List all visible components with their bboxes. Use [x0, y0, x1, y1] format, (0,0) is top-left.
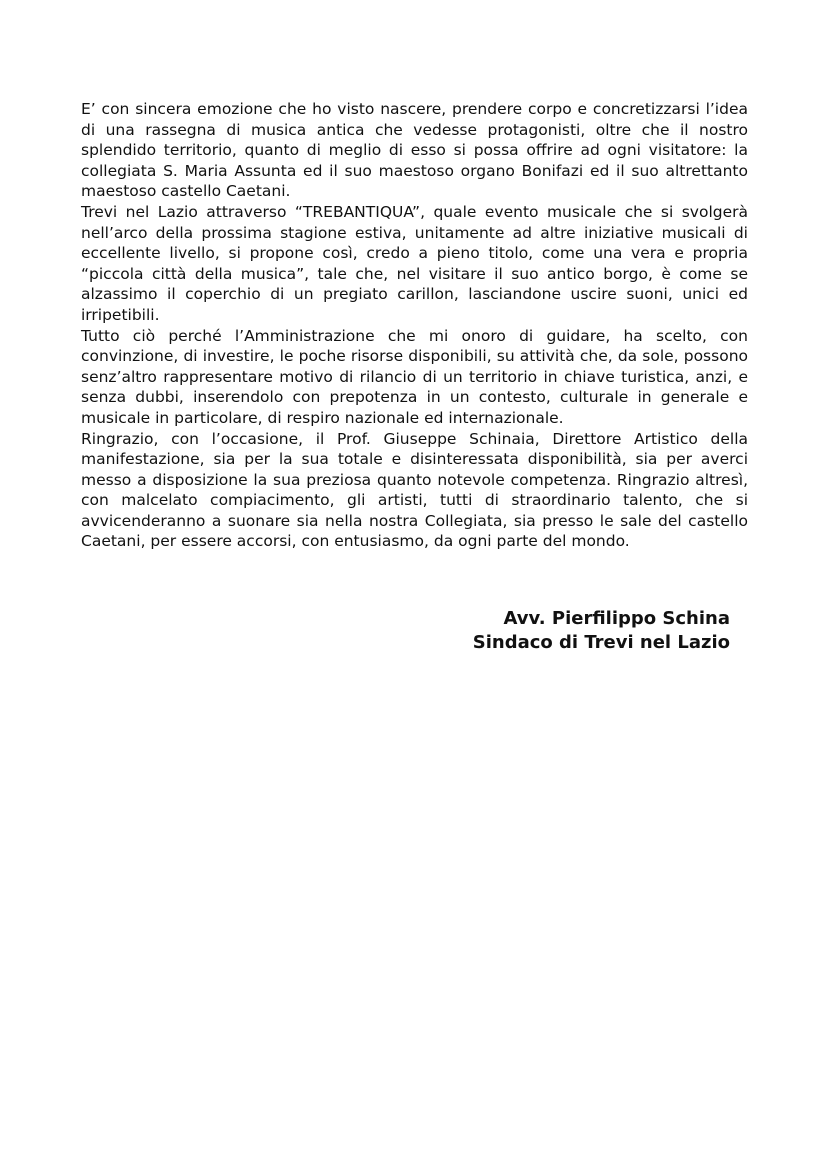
signature-name: Avv. Pierfilippo Schina — [503, 608, 730, 629]
signature-block — [440, 607, 730, 655]
signature-title: Sindaco di Trevi nel Lazio — [472, 632, 730, 653]
letter-body — [81, 99, 748, 552]
paragraph-trebantiqua: Trevi nel Lazio attraverso “TREBANTIQUA”, quale evento musicale che si svolgerà nell’arco della prossima stagione estiva, unitamente ad altre iniziative musicali di eccellente livello, si propone così, credo a pieno titolo, come una vera e propria “piccola città della musica”, tale che, nel visitare il suo antico borgo, è come se alzassimo il coperchio di un pregiato carillon, lasciandone uscire suoni, unici ed irripetibili. — [81, 202, 748, 324]
paragraph-intro: E’ con sincera emozione che ho visto nascere, prendere corpo e concretizzarsi l’idea di una rassegna di musica antica che vedesse protagonisti, oltre che il nostro splendido territorio, quanto di meglio di esso si possa offrire ad ogni visitatore: la collegiata S. Maria Assunta ed il suo maestoso organo Bonifazi ed il suo altrettanto maestoso castello Caetani. — [81, 100, 748, 201]
paragraph-administration: Tutto ciò perché l’Amministrazione che mi onoro di guidare, ha scelto, con convinzione, di investire, le poche risorse disponibili, su attività che, da sole, possono senz’altro rappresentare motivo di rilancio di un territorio in chiave turistica, anzi, e senza dubbi, inserendolo con prepotenza in un contesto, culturale in generale e musicale in particolare, di respiro nazionale ed internazionale. — [81, 326, 748, 427]
paragraph-thanks: Ringrazio, con l’occasione, il Prof. Giuseppe Schinaia, Direttore Artistico della manifestazione, sia per la sua totale e disinteressata disponibilità, sia per averci messo a disposizione la sua preziosa quanto notevole competenza. Ringrazio altresì, con malcelato compiacimento, gli artisti, tutti di straordinario talento, che si avvicenderanno a suonare sia nella nostra Collegiata, sia presso le sale del castello Caetani, per essere accorsi, con entusiasmo, da ogni parte del mondo. — [81, 429, 748, 551]
